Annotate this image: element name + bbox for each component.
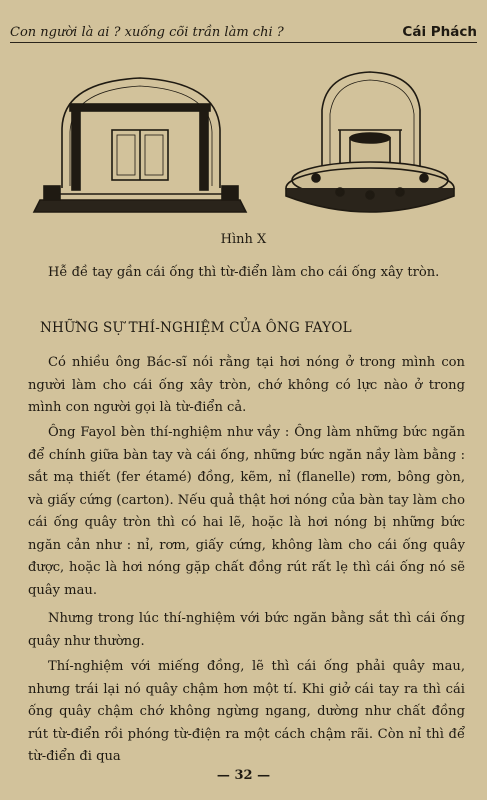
page-number: — 32 —: [216, 768, 271, 783]
section-heading: NHỮNG SỰ THÍ-NGHIỆM CỦA ÔNG FAYOL: [40, 320, 352, 336]
paragraph-5-text: Thí-nghiệm với miếng đồng, lẽ thì cái ống phải quây mau, nhưng trái lại nó quây chậm hơn một tí. Khi giở cái tay ra thì cái ống quây chậm chớ không ngừng ngang, dường như chất đồng rút từ-điển rồi phóng từ-điện ra một cách chậm rãi. Còn nỉ thì để từ-điển đi qua: [28, 659, 465, 764]
paragraph-1-text: Hễ đề tay gần cái ống thì từ-điển làm cho cái ống xây tròn.: [48, 265, 440, 280]
paragraph-2: [28, 352, 465, 420]
paragraph-5: [28, 656, 465, 769]
paragraph-4-text: Nhưng trong lúc thí-nghiệm với bức ngăn bằng sắt thì cái ống quây như thường.: [28, 611, 465, 649]
header-title: Con người là ai ? xuống cõi trần làm chi ?: [10, 25, 284, 40]
bell-jar-apparatus-left: [34, 78, 246, 212]
paragraph-4: [28, 608, 465, 653]
paragraph-1: [28, 262, 465, 285]
paragraph-2-text: Có nhiều ông Bác-sĩ nói rằng tại hơi nóng ở trong mình con người làm cho cái ống xây tròn, chớ không có lực nào ở trong mình con người gọi là từ-điển cả.: [28, 355, 465, 415]
header-chapter: Cái Phách: [402, 24, 477, 40]
running-header: [10, 14, 477, 43]
bell-jar-apparatus-right: [286, 72, 454, 212]
paragraph-3-text: Ông Fayol bèn thí-nghiệm như vầy : Ông làm những bức ngăn để chính giữa bàn tay và cái ống, những bức ngăn nầy làm bằng : sắt mạ thiết (fer étamé) đồng, kẽm, nỉ (flanelle) rơm, bông gòn, và giấy cứng (carton). Nếu quả thật hơi nóng của bàn tay làm cho cái ống quây tròn thì có hai lẽ, hoặc là hơi nóng bị những bức ngăn cản như : nỉ, rơm, giấy cứng, không làm cho cái ống quây được, hoặc là hơi nóng gặp chất đồng rút rất lẹ thì cái ống nó sẽ quây mau.: [28, 425, 465, 598]
apparatus-illustrations: [0, 60, 487, 220]
figure-caption: Hình X: [220, 232, 267, 247]
paragraph-3: [28, 422, 465, 602]
